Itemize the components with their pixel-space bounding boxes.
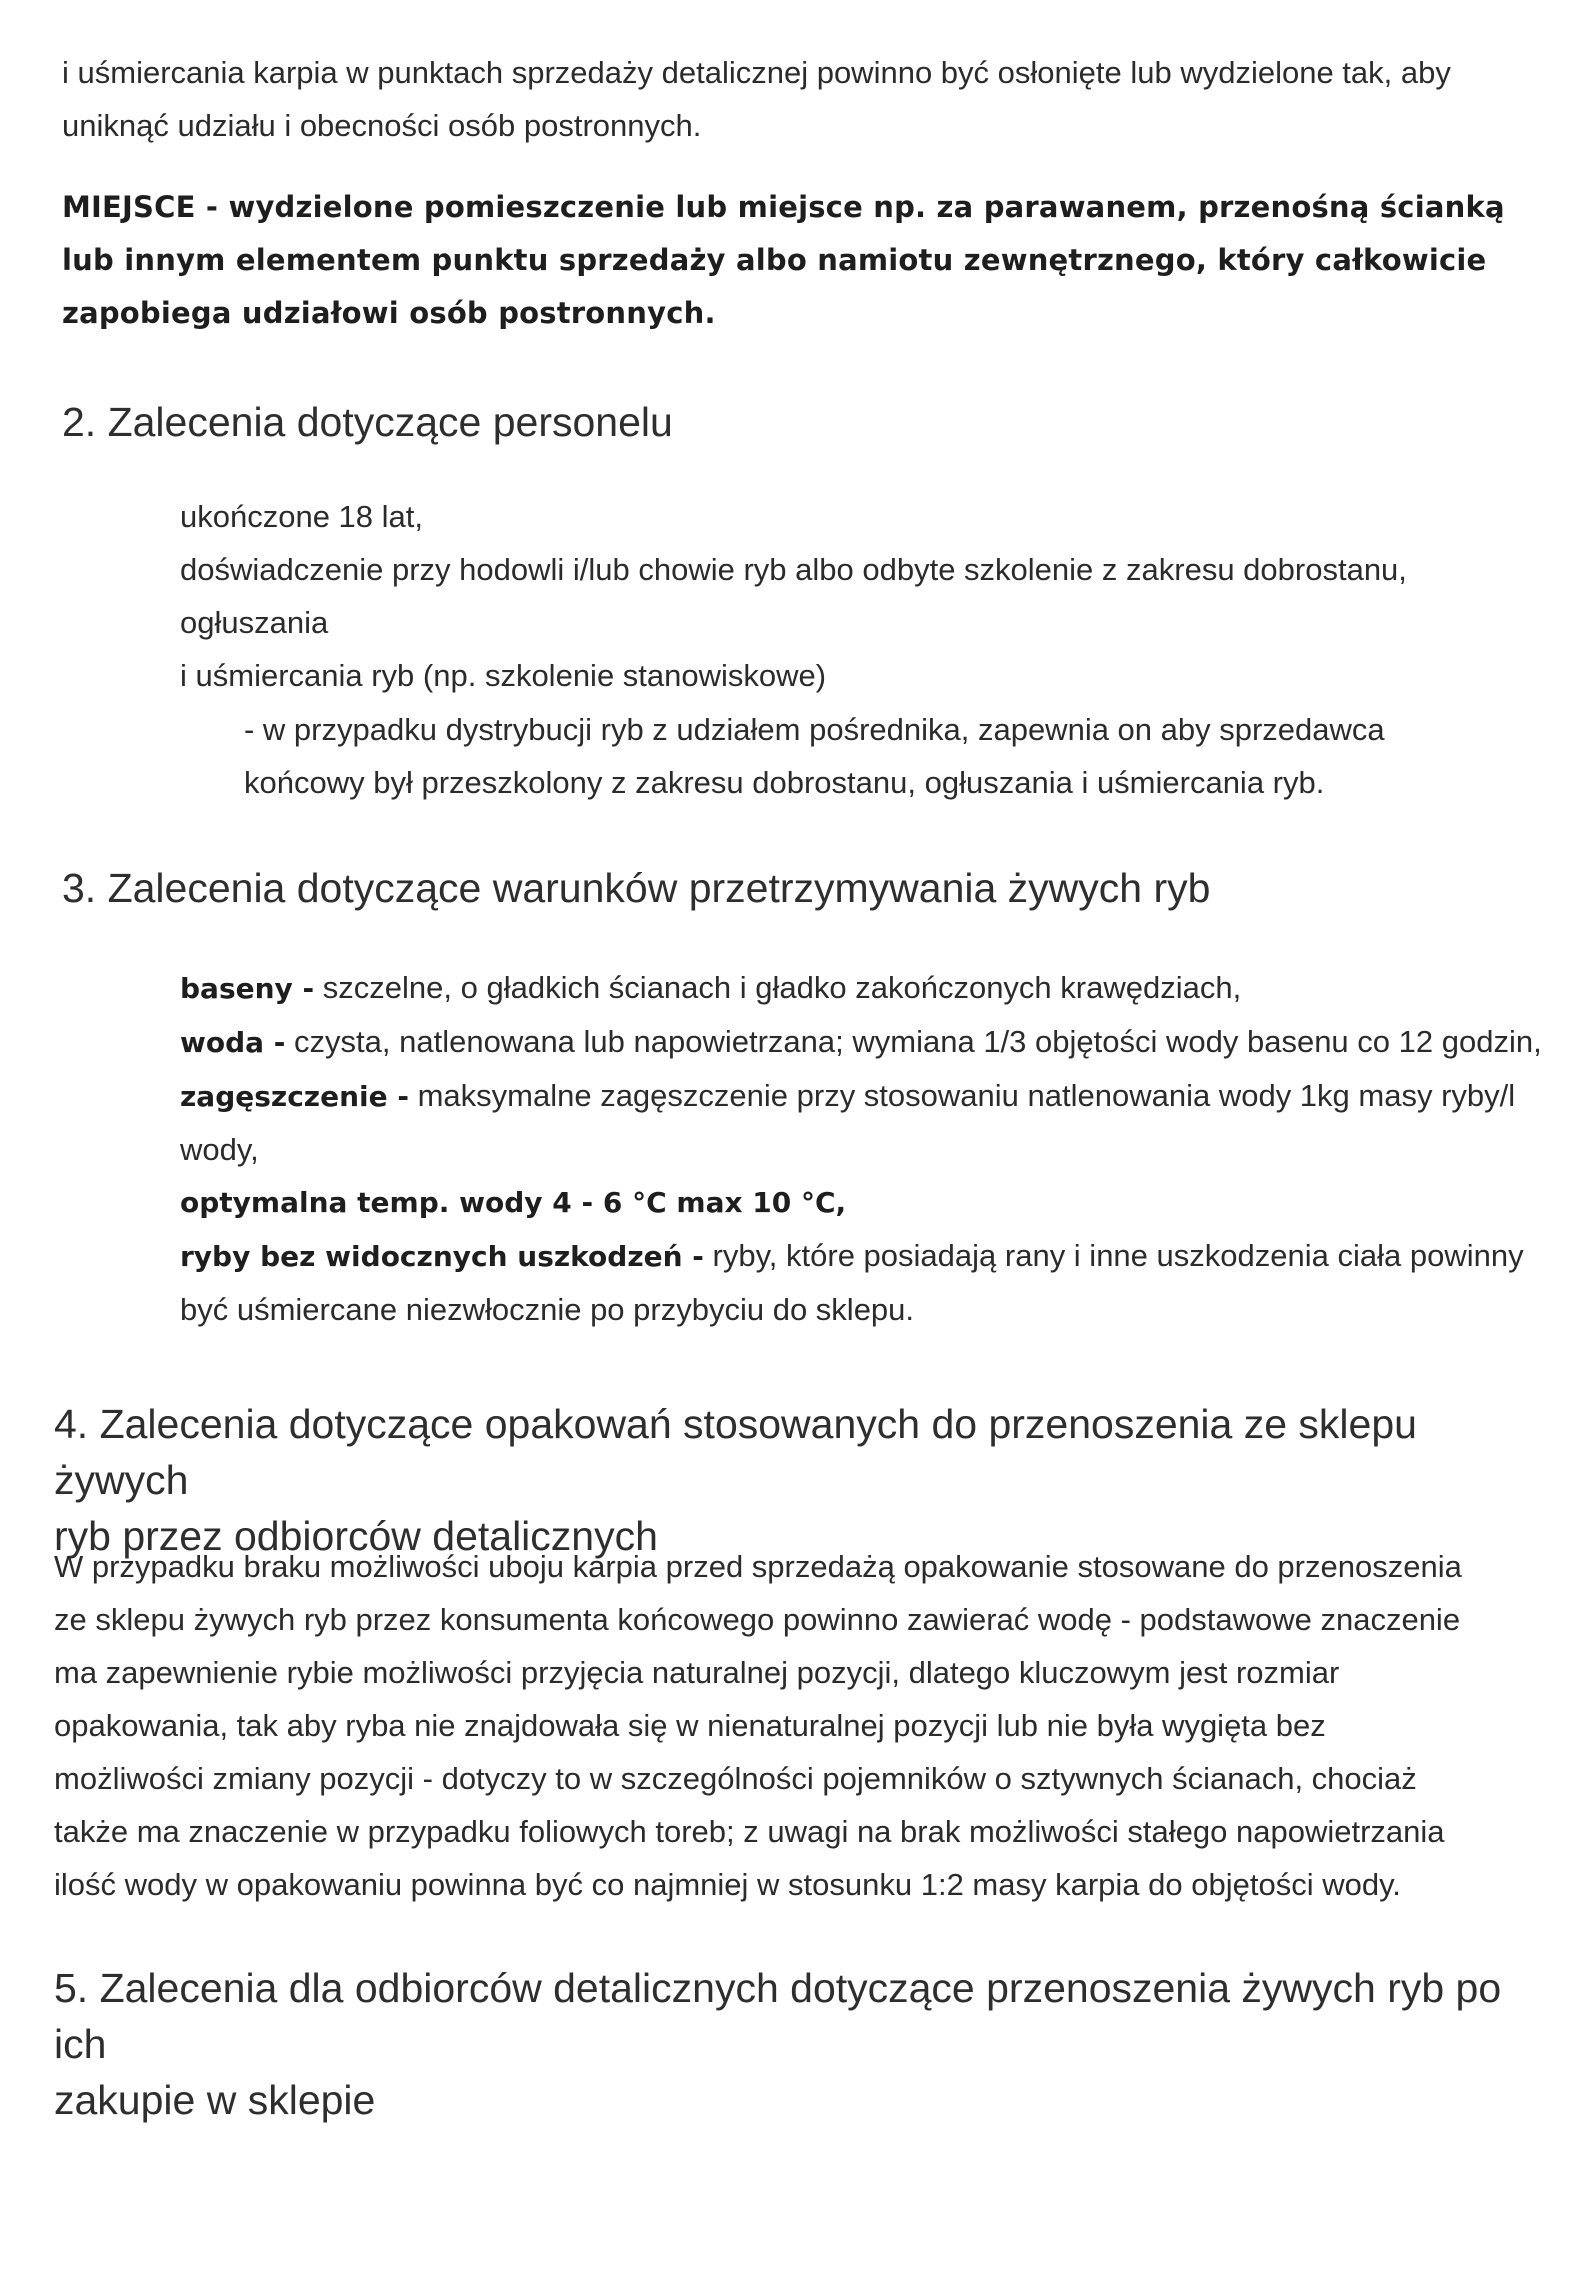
zageszczenie-label: zagęszczenie - — [180, 1080, 409, 1113]
requirement-age: ukończone 18 lat, — [180, 499, 424, 534]
note-line-2: końcowy był przeszkolony z zakresu dobrostanu, ogłuszania i uśmiercania ryb. — [244, 765, 1325, 800]
section-4-line: ma zapewnienie rybie możliwości przyjęcia naturalnej pozycji, dlatego kluczowym jest rozmiar — [54, 1655, 1340, 1690]
section-3-heading: 3. Zalecenia dotyczące warunków przetrzymywania żywych ryb — [62, 865, 1211, 911]
intro-paragraph — [62, 46, 1542, 152]
miejsce-line-1: MIEJSCE - wydzielone pomieszczenie lub miejsce np. za parawanem, przenośną ścianką — [62, 190, 1505, 224]
section-4-line: także ma znaczenie w przypadku foliowych toreb; z uwagi na brak możliwości stałego napowietrzania — [54, 1814, 1445, 1849]
section-4-heading-line-2: ryb przez odbiorców detalicznych — [54, 1513, 658, 1559]
woda-label: woda - — [180, 1026, 286, 1059]
woda-text: czysta, natlenowana lub napowietrzana; wymiana 1/3 objętości wody basenu co 12 godzin, — [285, 1024, 1542, 1059]
miejsce-line-2: lub innym elementem punktu sprzedaży albo namiotu zewnętrznego, który całkowicie — [62, 243, 1487, 277]
section-4-line: ilość wody w opakowaniu powinna być co najmniej w stosunku 1:2 masy karpia do objętości wody. — [54, 1867, 1401, 1902]
requirement-experience-line-2: i uśmiercania ryb (np. szkolenie stanowiskowe) — [180, 658, 827, 693]
section-5-heading-line-1: 5. Zalecenia dla odbiorców detalicznych dotyczące przenoszenia żywych ryb po ich — [54, 1965, 1502, 2067]
condition-woda — [180, 1015, 1560, 1069]
condition-zageszczenie-cont: wody, — [180, 1132, 259, 1167]
section-5-heading — [54, 1960, 1554, 2128]
condition-ryby-cont: być uśmiercane niezwłocznie po przybyciu do sklepu. — [180, 1292, 915, 1327]
section-4-line: możliwości zmiany pozycji - dotyczy to w szczególności pojemników o sztywnych ścianach, chociaż — [54, 1761, 1417, 1796]
zageszczenie-text: maksymalne zagęszczenie przy stosowaniu natlenowania wody 1kg masy ryby/l — [408, 1078, 1516, 1113]
intro-line-1: i uśmiercania karpia w punktach sprzedaży detalicznej powinno być osłonięte lub wydzielone tak, aby — [62, 55, 1451, 90]
section-4-line: W przypadku braku możliwości uboju karpia przed sprzedażą opakowanie stosowane do przenoszenia — [54, 1549, 1462, 1584]
condition-baseny — [180, 961, 1560, 1015]
condition-temperature: optymalna temp. wody 4 - 6 °C max 10 °C, — [180, 1186, 847, 1219]
baseny-label: baseny - — [180, 972, 315, 1005]
miejsce-paragraph — [62, 181, 1552, 340]
miejsce-line-3: zapobiega udziałowi osób postronnych. — [62, 296, 716, 330]
section-5-heading-line-2: zakupie w sklepie — [54, 2077, 376, 2123]
ryby-text: ryby, które posiadają rany i inne uszkodzenia ciała powinny — [703, 1238, 1524, 1273]
baseny-text: szczelne, o gładkich ścianach i gładko zakończonych krawędziach, — [314, 970, 1242, 1005]
section-3-conditions — [180, 961, 1560, 1336]
section-4-heading-line-1: 4. Zalecenia dotyczące opakowań stosowanych do przenoszenia ze sklepu żywych — [54, 1401, 1417, 1503]
section-4-paragraph — [54, 1540, 1554, 1911]
section-2-heading: 2. Zalecenia dotyczące personelu — [62, 399, 673, 445]
section-2-note — [244, 703, 1544, 809]
requirement-experience-line-1: doświadczenie przy hodowli i/lub chowie ryb albo odbyte szkolenie z zakresu dobrostanu, ogłuszania — [180, 552, 1407, 640]
condition-zageszczenie — [180, 1069, 1560, 1123]
condition-ryby — [180, 1229, 1560, 1283]
note-line-1: - w przypadku dystrybucji ryb z udziałem pośrednika, zapewnia on aby sprzedawca — [244, 712, 1385, 747]
ryby-label: ryby bez widocznych uszkodzeń - — [180, 1240, 704, 1273]
section-2-requirements — [180, 490, 1560, 702]
section-4-line: opakowania, tak aby ryba nie znajdowała się w nienaturalnej pozycji lub nie była wygięta bez — [54, 1708, 1326, 1743]
intro-line-2: uniknąć udziału i obecności osób postronnych. — [62, 108, 702, 143]
section-4-line: ze sklepu żywych ryb przez konsumenta końcowego powinno zawierać wodę - podstawowe znaczenie — [54, 1602, 1461, 1637]
section-4-heading — [54, 1396, 1554, 1564]
